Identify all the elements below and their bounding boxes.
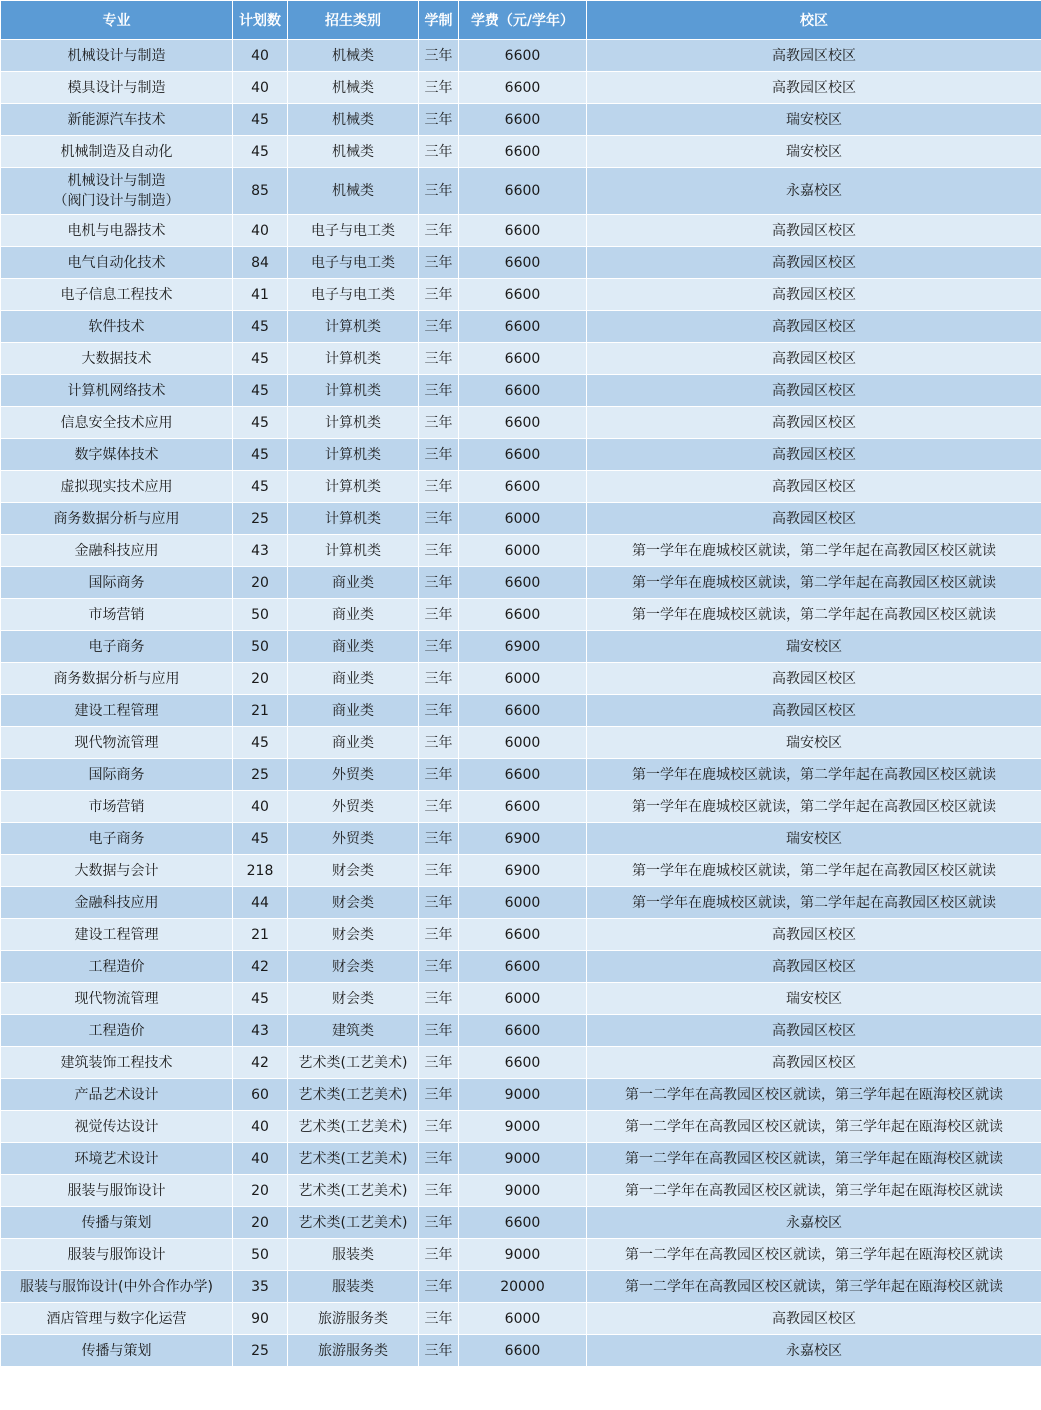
campus-cell: 瑞安校区	[587, 823, 1041, 855]
tuition-cell: 6600	[459, 168, 587, 215]
duration-cell: 三年	[419, 72, 459, 104]
campus-cell: 高教园区校区	[587, 40, 1041, 72]
campus-cell: 高教园区校区	[587, 215, 1041, 247]
duration-cell: 三年	[419, 1143, 459, 1175]
table-row	[1, 40, 1041, 72]
duration-cell: 三年	[419, 887, 459, 919]
duration-cell: 三年	[419, 375, 459, 407]
major-cell: 服装与服饰设计	[1, 1175, 233, 1207]
plan-count-cell: 20	[233, 1207, 288, 1239]
plan-count-cell: 40	[233, 215, 288, 247]
campus-cell: 高教园区校区	[587, 695, 1041, 727]
plan-count-cell: 20	[233, 663, 288, 695]
category-cell: 艺术类(工艺美术)	[288, 1047, 419, 1079]
duration-cell: 三年	[419, 1239, 459, 1271]
category-cell: 电子与电工类	[288, 247, 419, 279]
tuition-cell: 6900	[459, 631, 587, 663]
duration-cell: 三年	[419, 279, 459, 311]
duration-cell: 三年	[419, 1079, 459, 1111]
category-cell: 商业类	[288, 631, 419, 663]
duration-cell: 三年	[419, 215, 459, 247]
duration-cell: 三年	[419, 136, 459, 168]
major-cell: 机械设计与制造 （阀门设计与制造）	[1, 168, 233, 215]
major-cell: 商务数据分析与应用	[1, 663, 233, 695]
duration-cell: 三年	[419, 695, 459, 727]
tuition-cell: 6600	[459, 1047, 587, 1079]
category-cell: 商业类	[288, 695, 419, 727]
table-row	[1, 215, 1041, 247]
category-cell: 电子与电工类	[288, 279, 419, 311]
category-cell: 建筑类	[288, 1015, 419, 1047]
table-row	[1, 1079, 1041, 1111]
major-cell: 建筑装饰工程技术	[1, 1047, 233, 1079]
campus-cell: 高教园区校区	[587, 439, 1041, 471]
category-cell: 服装类	[288, 1239, 419, 1271]
table-row	[1, 407, 1041, 439]
plan-count-cell: 42	[233, 1047, 288, 1079]
campus-cell: 第一学年在鹿城校区就读，第二学年起在高教园区校区就读	[587, 791, 1041, 823]
plan-count-cell: 45	[233, 104, 288, 136]
campus-cell: 瑞安校区	[587, 631, 1041, 663]
duration-cell: 三年	[419, 599, 459, 631]
plan-count-cell: 40	[233, 40, 288, 72]
tuition-cell: 20000	[459, 1271, 587, 1303]
table-row	[1, 1015, 1041, 1047]
category-cell: 计算机类	[288, 439, 419, 471]
campus-cell: 高教园区校区	[587, 279, 1041, 311]
tuition-cell: 9000	[459, 1079, 587, 1111]
plan-count-cell: 35	[233, 1271, 288, 1303]
table-row	[1, 168, 1041, 215]
duration-cell: 三年	[419, 919, 459, 951]
tuition-cell: 6600	[459, 311, 587, 343]
tuition-cell: 6600	[459, 599, 587, 631]
tuition-cell: 9000	[459, 1111, 587, 1143]
category-cell: 艺术类(工艺美术)	[288, 1111, 419, 1143]
major-cell: 国际商务	[1, 567, 233, 599]
plan-count-cell: 21	[233, 695, 288, 727]
campus-cell: 第一二学年在高教园区校区就读，第三学年起在瓯海校区就读	[587, 1239, 1041, 1271]
table-row	[1, 503, 1041, 535]
major-cell: 现代物流管理	[1, 983, 233, 1015]
major-cell: 工程造价	[1, 1015, 233, 1047]
category-cell: 机械类	[288, 40, 419, 72]
duration-cell: 三年	[419, 1175, 459, 1207]
tuition-cell: 9000	[459, 1175, 587, 1207]
duration-cell: 三年	[419, 855, 459, 887]
plan-count-cell: 25	[233, 1335, 288, 1367]
major-cell: 商务数据分析与应用	[1, 503, 233, 535]
category-cell: 商业类	[288, 599, 419, 631]
duration-cell: 三年	[419, 439, 459, 471]
campus-cell: 永嘉校区	[587, 1207, 1041, 1239]
campus-cell: 瑞安校区	[587, 136, 1041, 168]
table-row	[1, 343, 1041, 375]
campus-cell: 高教园区校区	[587, 471, 1041, 503]
table-row	[1, 279, 1041, 311]
table-header	[1, 1, 1041, 40]
category-cell: 计算机类	[288, 503, 419, 535]
category-cell: 财会类	[288, 919, 419, 951]
plan-count-cell: 60	[233, 1079, 288, 1111]
plan-count-cell: 20	[233, 567, 288, 599]
header-duration: 学制	[419, 1, 459, 40]
category-cell: 机械类	[288, 104, 419, 136]
table-row	[1, 439, 1041, 471]
table-row	[1, 1271, 1041, 1303]
table-row	[1, 1111, 1041, 1143]
major-cell: 金融科技应用	[1, 887, 233, 919]
major-cell: 酒店管理与数字化运营	[1, 1303, 233, 1335]
table-row	[1, 695, 1041, 727]
category-cell: 艺术类(工艺美术)	[288, 1143, 419, 1175]
campus-cell: 高教园区校区	[587, 503, 1041, 535]
tuition-cell: 6600	[459, 1335, 587, 1367]
header-campus: 校区	[587, 1, 1041, 40]
plan-count-cell: 43	[233, 1015, 288, 1047]
category-cell: 计算机类	[288, 311, 419, 343]
campus-cell: 高教园区校区	[587, 951, 1041, 983]
plan-count-cell: 45	[233, 343, 288, 375]
table-row	[1, 72, 1041, 104]
major-cell: 软件技术	[1, 311, 233, 343]
category-cell: 外贸类	[288, 823, 419, 855]
table-row	[1, 727, 1041, 759]
major-cell: 市场营销	[1, 599, 233, 631]
table-row	[1, 759, 1041, 791]
duration-cell: 三年	[419, 791, 459, 823]
tuition-cell: 6900	[459, 823, 587, 855]
tuition-cell: 6600	[459, 791, 587, 823]
tuition-cell: 6000	[459, 503, 587, 535]
table-row	[1, 887, 1041, 919]
campus-cell: 第一学年在鹿城校区就读，第二学年起在高教园区校区就读	[587, 535, 1041, 567]
category-cell: 计算机类	[288, 407, 419, 439]
tuition-cell: 6600	[459, 1015, 587, 1047]
major-cell: 电子信息工程技术	[1, 279, 233, 311]
table-row	[1, 1047, 1041, 1079]
table-row	[1, 823, 1041, 855]
major-cell: 服装与服饰设计(中外合作办学)	[1, 1271, 233, 1303]
major-cell: 虚拟现实技术应用	[1, 471, 233, 503]
table-row	[1, 375, 1041, 407]
category-cell: 电子与电工类	[288, 215, 419, 247]
duration-cell: 三年	[419, 343, 459, 375]
plan-count-cell: 25	[233, 503, 288, 535]
tuition-cell: 6600	[459, 104, 587, 136]
campus-cell: 高教园区校区	[587, 311, 1041, 343]
tuition-cell: 6600	[459, 1207, 587, 1239]
header-category: 招生类别	[288, 1, 419, 40]
duration-cell: 三年	[419, 951, 459, 983]
campus-cell: 第一学年在鹿城校区就读，第二学年起在高教园区校区就读	[587, 567, 1041, 599]
major-cell: 大数据技术	[1, 343, 233, 375]
table-row	[1, 1207, 1041, 1239]
tuition-cell: 6000	[459, 663, 587, 695]
plan-count-cell: 45	[233, 471, 288, 503]
header-tuition: 学费（元/学年）	[459, 1, 587, 40]
plan-count-cell: 45	[233, 983, 288, 1015]
table-row	[1, 1303, 1041, 1335]
tuition-cell: 6000	[459, 535, 587, 567]
campus-cell: 瑞安校区	[587, 104, 1041, 136]
plan-count-cell: 21	[233, 919, 288, 951]
major-cell: 数字媒体技术	[1, 439, 233, 471]
duration-cell: 三年	[419, 567, 459, 599]
major-cell: 工程造价	[1, 951, 233, 983]
plan-count-cell: 218	[233, 855, 288, 887]
plan-count-cell: 20	[233, 1175, 288, 1207]
plan-count-cell: 44	[233, 887, 288, 919]
campus-cell: 第一二学年在高教园区校区就读，第三学年起在瓯海校区就读	[587, 1111, 1041, 1143]
tuition-cell: 6600	[459, 247, 587, 279]
tuition-cell: 6600	[459, 407, 587, 439]
major-cell: 环境艺术设计	[1, 1143, 233, 1175]
duration-cell: 三年	[419, 631, 459, 663]
table-row	[1, 663, 1041, 695]
major-cell: 建设工程管理	[1, 919, 233, 951]
table-row	[1, 1239, 1041, 1271]
plan-count-cell: 45	[233, 407, 288, 439]
tuition-cell: 6600	[459, 439, 587, 471]
header-major: 专业	[1, 1, 233, 40]
major-cell: 电气自动化技术	[1, 247, 233, 279]
duration-cell: 三年	[419, 1111, 459, 1143]
plan-count-cell: 43	[233, 535, 288, 567]
table-row	[1, 104, 1041, 136]
duration-cell: 三年	[419, 168, 459, 215]
duration-cell: 三年	[419, 503, 459, 535]
duration-cell: 三年	[419, 759, 459, 791]
major-cell: 计算机网络技术	[1, 375, 233, 407]
duration-cell: 三年	[419, 407, 459, 439]
plan-count-cell: 50	[233, 599, 288, 631]
plan-count-cell: 45	[233, 136, 288, 168]
category-cell: 财会类	[288, 887, 419, 919]
campus-cell: 第一学年在鹿城校区就读，第二学年起在高教园区校区就读	[587, 759, 1041, 791]
duration-cell: 三年	[419, 1207, 459, 1239]
table-row	[1, 567, 1041, 599]
campus-cell: 永嘉校区	[587, 1335, 1041, 1367]
duration-cell: 三年	[419, 1047, 459, 1079]
duration-cell: 三年	[419, 471, 459, 503]
table-row	[1, 983, 1041, 1015]
campus-cell: 第一学年在鹿城校区就读，第二学年起在高教园区校区就读	[587, 599, 1041, 631]
duration-cell: 三年	[419, 823, 459, 855]
tuition-cell: 6600	[459, 567, 587, 599]
table-row	[1, 599, 1041, 631]
plan-count-cell: 40	[233, 1111, 288, 1143]
category-cell: 艺术类(工艺美术)	[288, 1207, 419, 1239]
campus-cell: 高教园区校区	[587, 1015, 1041, 1047]
plan-count-cell: 90	[233, 1303, 288, 1335]
table-row	[1, 311, 1041, 343]
major-cell: 传播与策划	[1, 1207, 233, 1239]
category-cell: 机械类	[288, 136, 419, 168]
campus-cell: 第一二学年在高教园区校区就读，第三学年起在瓯海校区就读	[587, 1175, 1041, 1207]
header-plan-count: 计划数	[233, 1, 288, 40]
major-cell: 国际商务	[1, 759, 233, 791]
category-cell: 商业类	[288, 727, 419, 759]
table-body	[1, 40, 1041, 1367]
plan-count-cell: 45	[233, 375, 288, 407]
plan-count-cell: 40	[233, 791, 288, 823]
plan-count-cell: 84	[233, 247, 288, 279]
category-cell: 计算机类	[288, 471, 419, 503]
tuition-cell: 6600	[459, 471, 587, 503]
campus-cell: 第一学年在鹿城校区就读，第二学年起在高教园区校区就读	[587, 855, 1041, 887]
table-row	[1, 631, 1041, 663]
table-row	[1, 136, 1041, 168]
plan-count-cell: 42	[233, 951, 288, 983]
tuition-cell: 9000	[459, 1239, 587, 1271]
tuition-cell: 6600	[459, 759, 587, 791]
major-cell: 电子商务	[1, 823, 233, 855]
major-cell: 服装与服饰设计	[1, 1239, 233, 1271]
category-cell: 服装类	[288, 1271, 419, 1303]
campus-cell: 瑞安校区	[587, 983, 1041, 1015]
campus-cell: 第一二学年在高教园区校区就读，第三学年起在瓯海校区就读	[587, 1079, 1041, 1111]
category-cell: 艺术类(工艺美术)	[288, 1079, 419, 1111]
duration-cell: 三年	[419, 247, 459, 279]
table-row	[1, 855, 1041, 887]
plan-count-cell: 50	[233, 1239, 288, 1271]
major-cell: 信息安全技术应用	[1, 407, 233, 439]
major-cell: 电子商务	[1, 631, 233, 663]
major-cell: 金融科技应用	[1, 535, 233, 567]
table-row	[1, 471, 1041, 503]
campus-cell: 高教园区校区	[587, 663, 1041, 695]
header-row	[1, 1, 1041, 40]
major-cell: 电机与电器技术	[1, 215, 233, 247]
duration-cell: 三年	[419, 727, 459, 759]
campus-cell: 高教园区校区	[587, 407, 1041, 439]
major-cell: 机械制造及自动化	[1, 136, 233, 168]
tuition-cell: 6600	[459, 215, 587, 247]
tuition-cell: 6600	[459, 72, 587, 104]
plan-count-cell: 40	[233, 1143, 288, 1175]
major-cell: 市场营销	[1, 791, 233, 823]
table-row	[1, 247, 1041, 279]
category-cell: 商业类	[288, 663, 419, 695]
category-cell: 外贸类	[288, 791, 419, 823]
category-cell: 艺术类(工艺美术)	[288, 1175, 419, 1207]
duration-cell: 三年	[419, 311, 459, 343]
major-cell: 机械设计与制造	[1, 40, 233, 72]
plan-count-cell: 45	[233, 823, 288, 855]
major-cell: 视觉传达设计	[1, 1111, 233, 1143]
major-cell: 建设工程管理	[1, 695, 233, 727]
major-cell: 大数据与会计	[1, 855, 233, 887]
tuition-cell: 6600	[459, 375, 587, 407]
duration-cell: 三年	[419, 983, 459, 1015]
campus-cell: 高教园区校区	[587, 1303, 1041, 1335]
campus-cell: 永嘉校区	[587, 168, 1041, 215]
table-row	[1, 919, 1041, 951]
tuition-cell: 9000	[459, 1143, 587, 1175]
category-cell: 旅游服务类	[288, 1303, 419, 1335]
category-cell: 计算机类	[288, 375, 419, 407]
campus-cell: 高教园区校区	[587, 72, 1041, 104]
campus-cell: 高教园区校区	[587, 1047, 1041, 1079]
table-row	[1, 951, 1041, 983]
table-row	[1, 535, 1041, 567]
duration-cell: 三年	[419, 1303, 459, 1335]
tuition-cell: 6000	[459, 1303, 587, 1335]
tuition-cell: 6000	[459, 727, 587, 759]
major-cell: 新能源汽车技术	[1, 104, 233, 136]
campus-cell: 高教园区校区	[587, 375, 1041, 407]
plan-count-cell: 45	[233, 439, 288, 471]
table-row	[1, 791, 1041, 823]
category-cell: 财会类	[288, 855, 419, 887]
plan-count-cell: 45	[233, 727, 288, 759]
tuition-cell: 6900	[459, 855, 587, 887]
category-cell: 计算机类	[288, 343, 419, 375]
tuition-cell: 6600	[459, 951, 587, 983]
tuition-cell: 6600	[459, 343, 587, 375]
campus-cell: 高教园区校区	[587, 247, 1041, 279]
table-row	[1, 1175, 1041, 1207]
tuition-cell: 6000	[459, 887, 587, 919]
tuition-cell: 6600	[459, 40, 587, 72]
campus-cell: 第一二学年在高教园区校区就读，第三学年起在瓯海校区就读	[587, 1143, 1041, 1175]
category-cell: 商业类	[288, 567, 419, 599]
duration-cell: 三年	[419, 663, 459, 695]
campus-cell: 第一二学年在高教园区校区就读，第三学年起在瓯海校区就读	[587, 1271, 1041, 1303]
duration-cell: 三年	[419, 535, 459, 567]
major-cell: 产品艺术设计	[1, 1079, 233, 1111]
plan-count-cell: 45	[233, 311, 288, 343]
duration-cell: 三年	[419, 1271, 459, 1303]
campus-cell: 瑞安校区	[587, 727, 1041, 759]
category-cell: 旅游服务类	[288, 1335, 419, 1367]
campus-cell: 高教园区校区	[587, 919, 1041, 951]
plan-count-cell: 25	[233, 759, 288, 791]
category-cell: 财会类	[288, 951, 419, 983]
major-cell: 传播与策划	[1, 1335, 233, 1367]
tuition-cell: 6600	[459, 695, 587, 727]
category-cell: 机械类	[288, 72, 419, 104]
major-cell: 现代物流管理	[1, 727, 233, 759]
duration-cell: 三年	[419, 104, 459, 136]
tuition-cell: 6000	[459, 983, 587, 1015]
campus-cell: 第一学年在鹿城校区就读，第二学年起在高教园区校区就读	[587, 887, 1041, 919]
category-cell: 外贸类	[288, 759, 419, 791]
major-cell: 模具设计与制造	[1, 72, 233, 104]
category-cell: 机械类	[288, 168, 419, 215]
duration-cell: 三年	[419, 40, 459, 72]
tuition-cell: 6600	[459, 136, 587, 168]
duration-cell: 三年	[419, 1015, 459, 1047]
tuition-cell: 6600	[459, 919, 587, 951]
table-row	[1, 1143, 1041, 1175]
category-cell: 财会类	[288, 983, 419, 1015]
duration-cell: 三年	[419, 1335, 459, 1367]
plan-count-cell: 40	[233, 72, 288, 104]
plan-count-cell: 41	[233, 279, 288, 311]
campus-cell: 高教园区校区	[587, 343, 1041, 375]
category-cell: 计算机类	[288, 535, 419, 567]
plan-count-cell: 85	[233, 168, 288, 215]
plan-count-cell: 50	[233, 631, 288, 663]
tuition-cell: 6600	[459, 279, 587, 311]
table-row	[1, 1335, 1041, 1367]
